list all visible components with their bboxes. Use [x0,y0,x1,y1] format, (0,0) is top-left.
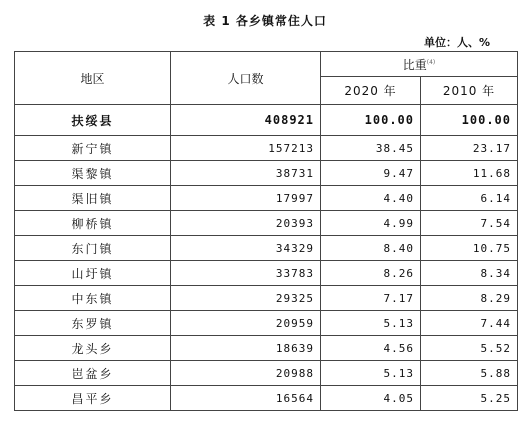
region-cell: 新宁镇 [15,136,171,161]
table-row [15,161,518,186]
population-cell: 20393 [171,211,321,236]
table-row [15,136,518,161]
table-title: 表 1 各乡镇常住人口 [203,14,327,28]
unit-label: 单位：人、% [423,36,490,49]
table-row [15,311,518,336]
share-2010-cell: 5.52 [421,336,518,361]
share-2010-cell: 11.68 [421,161,518,186]
share-2020-cell: 4.40 [321,186,421,211]
region-cell: 东门镇 [15,236,171,261]
table-row [15,336,518,361]
share-2020-cell: 4.99 [321,211,421,236]
population-cell: 16564 [171,386,321,411]
header-share-label: 比重 [402,57,427,72]
share-2010-cell: 7.54 [421,211,518,236]
share-2020-cell: 9.47 [321,161,421,186]
table-row [15,286,518,311]
population-cell: 18639 [171,336,321,361]
population-table [14,51,518,411]
table-row [15,186,518,211]
region-cell: 山圩镇 [15,261,171,286]
share-2020-cell: 7.17 [321,286,421,311]
share-2020-cell: 100.00 [321,105,421,136]
region-cell: 中东镇 [15,286,171,311]
region-cell: 龙头乡 [15,336,171,361]
population-cell: 38731 [171,161,321,186]
region-cell: 扶绥县 [15,105,171,136]
table-row [15,236,518,261]
share-2020-cell: 5.13 [321,311,421,336]
share-2010-cell: 5.88 [421,361,518,386]
population-cell: 29325 [171,286,321,311]
share-2020-cell: 38.45 [321,136,421,161]
share-2020-cell: 4.05 [321,386,421,411]
share-2020-cell: 8.40 [321,236,421,261]
table-row [15,361,518,386]
header-share [321,52,518,77]
population-cell: 20988 [171,361,321,386]
table-row-total [15,105,518,136]
region-cell: 东罗镇 [15,311,171,336]
header-region: 地区 [15,52,171,105]
population-cell: 33783 [171,261,321,286]
region-cell: 岜盆乡 [15,361,171,386]
region-cell: 渠旧镇 [15,186,171,211]
population-cell: 20959 [171,311,321,336]
population-cell: 157213 [171,136,321,161]
share-2010-cell: 100.00 [421,105,518,136]
region-cell: 渠黎镇 [15,161,171,186]
share-2010-cell: 7.44 [421,311,518,336]
header-year-2020: 2020 年 [321,77,421,105]
share-2020-cell: 8.26 [321,261,421,286]
header-year-2010: 2010 年 [421,77,518,105]
share-2020-cell: 5.13 [321,361,421,386]
share-2010-cell: 6.14 [421,186,518,211]
population-cell: 17997 [171,186,321,211]
share-2010-cell: 8.29 [421,286,518,311]
region-cell: 昌平乡 [15,386,171,411]
share-2010-cell: 23.17 [421,136,518,161]
region-cell: 柳桥镇 [15,211,171,236]
share-2010-cell: 10.75 [421,236,518,261]
table-row [15,211,518,236]
table-row [15,261,518,286]
share-2020-cell: 4.56 [321,336,421,361]
share-2010-cell: 5.25 [421,386,518,411]
share-2010-cell: 8.34 [421,261,518,286]
table-body [15,105,518,411]
table-row [15,386,518,411]
header-share-note: (4) [426,58,436,66]
header-population: 人口数 [171,52,321,105]
population-cell: 34329 [171,236,321,261]
population-cell: 408921 [171,105,321,136]
